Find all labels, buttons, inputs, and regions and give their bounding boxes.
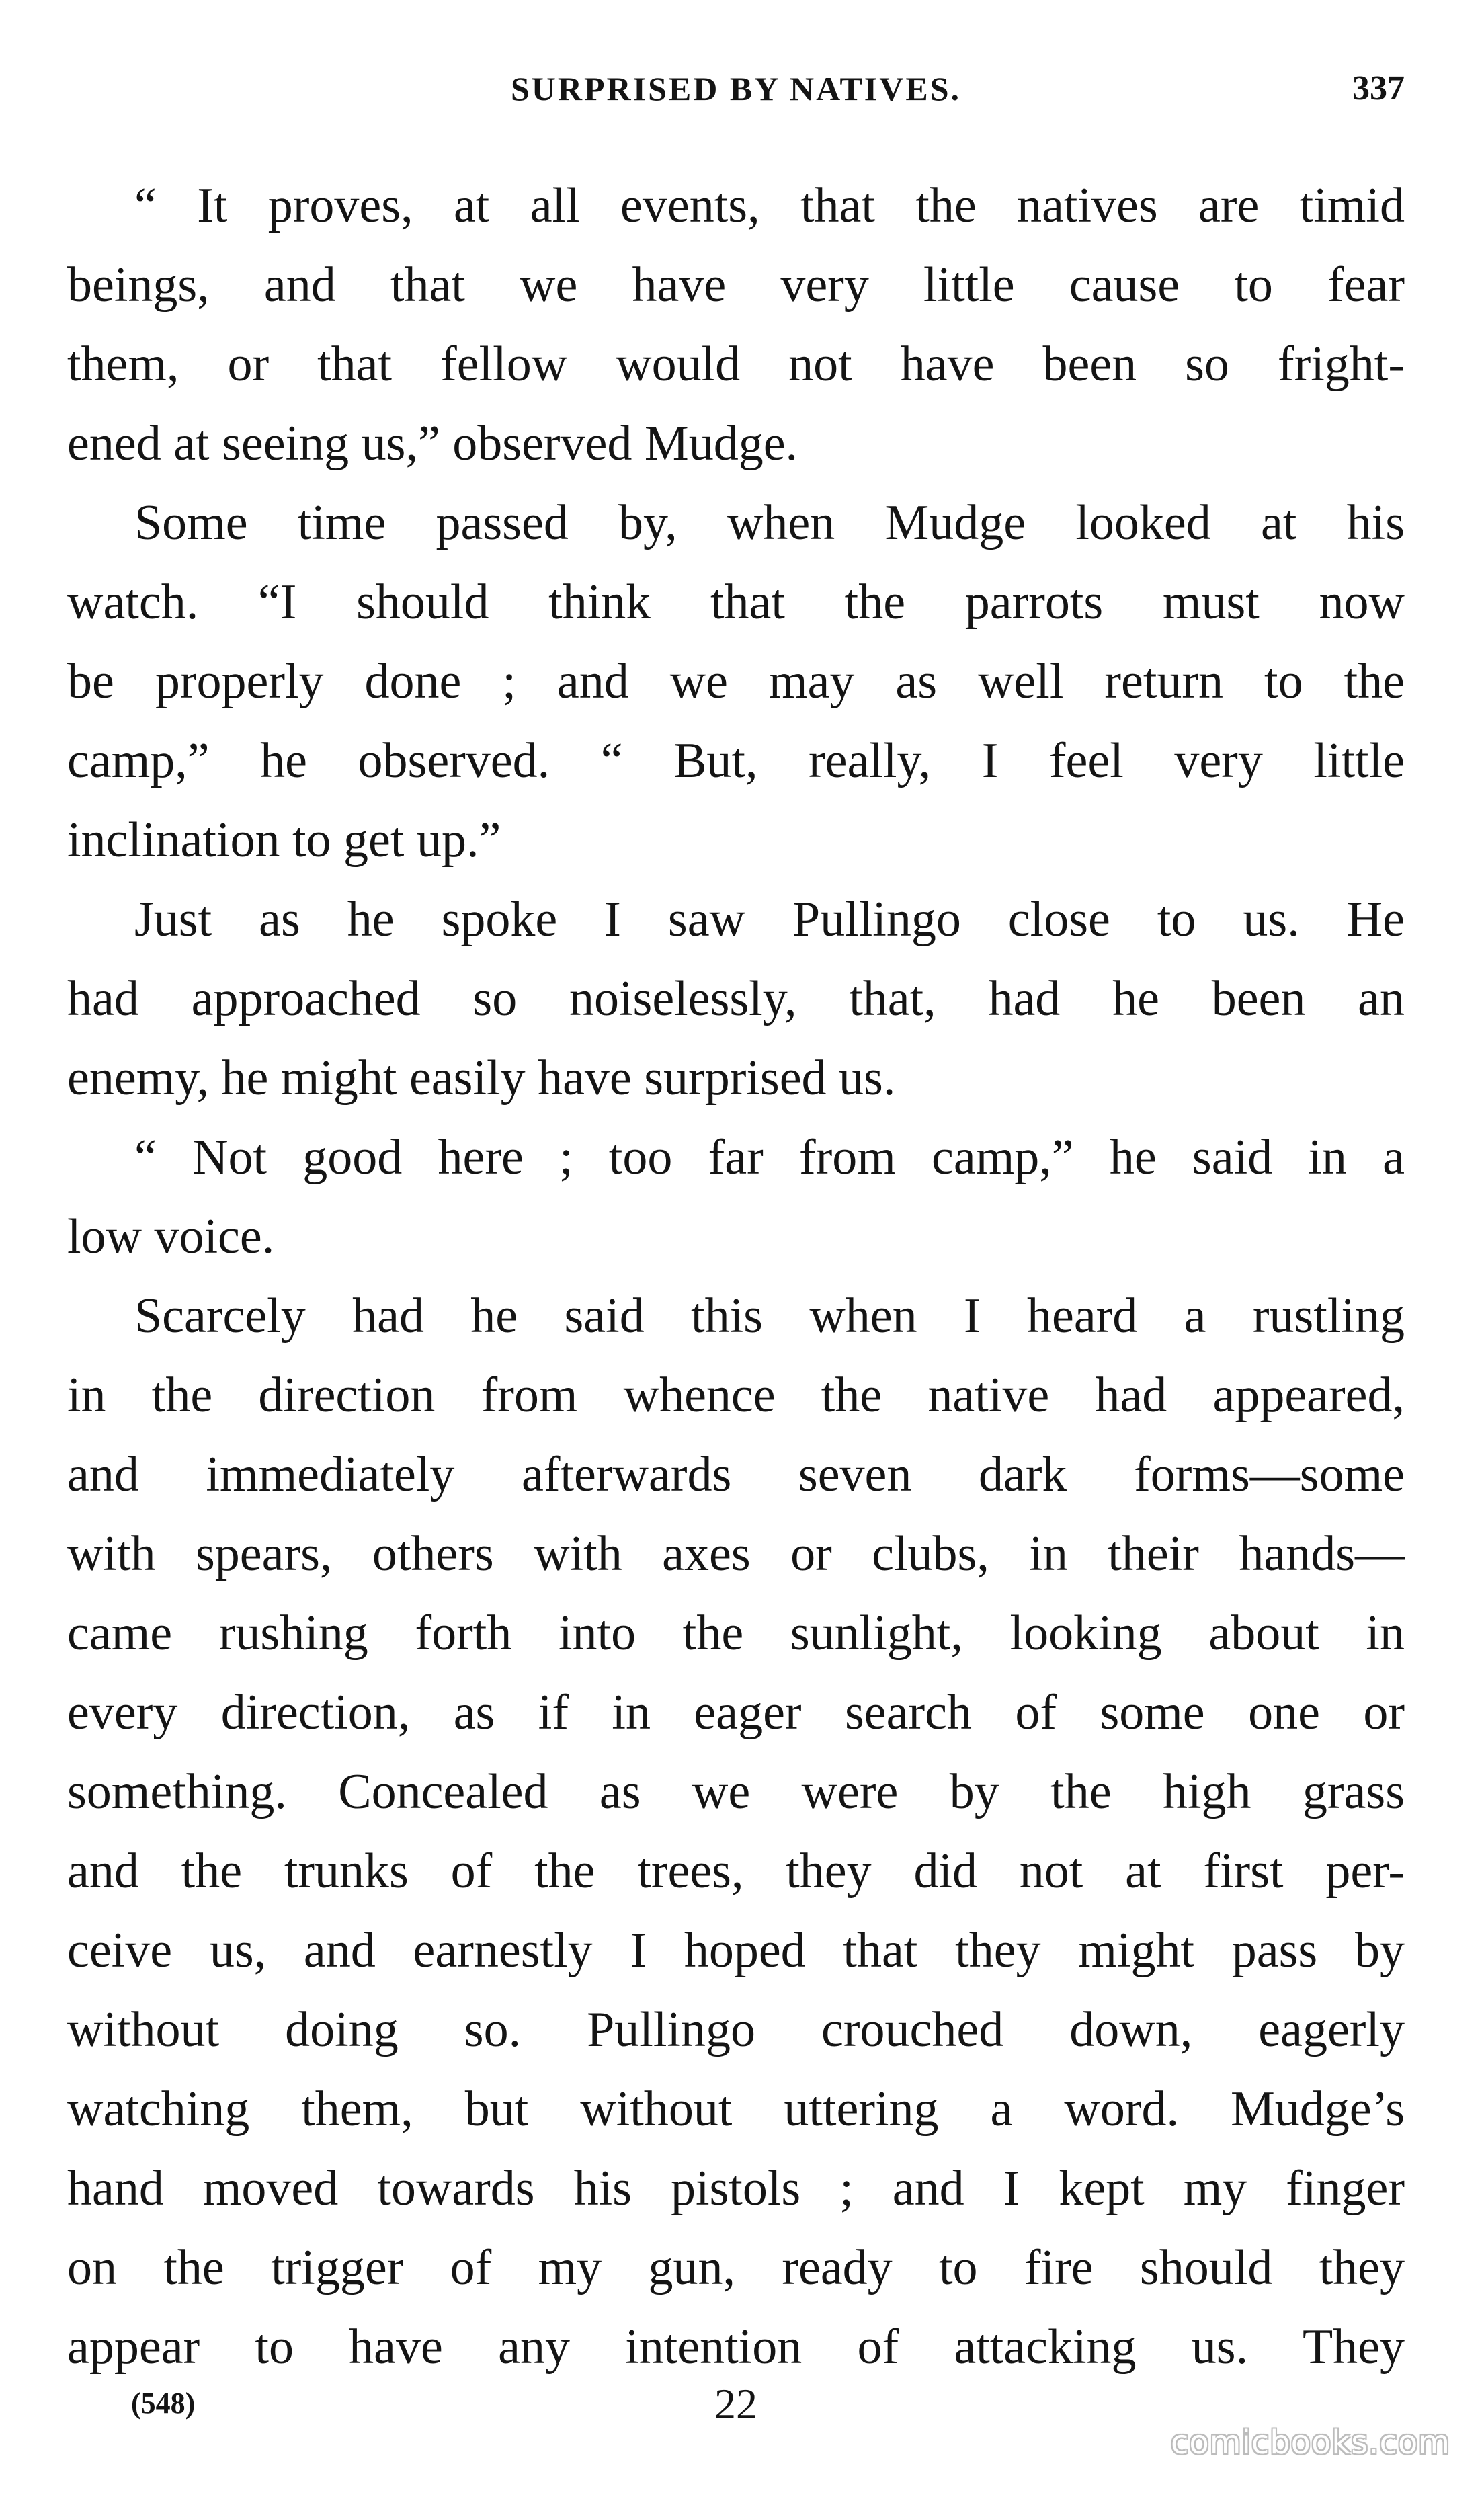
- signature-mark: (548): [131, 2387, 196, 2420]
- text-line: be properly done ; and we may as well return to the: [67, 654, 1405, 709]
- page-number: 337: [1352, 69, 1405, 108]
- text-line: camp,” he observed. “ But, really, I feel very little: [67, 733, 1405, 788]
- text-line: ceive us, and earnestly I hoped that they might pass by: [67, 1923, 1405, 1978]
- text-line: and the trunks of the trees, they did not at first per-: [67, 1844, 1405, 1899]
- paragraph: [67, 166, 1405, 483]
- text-line: with spears, others with axes or clubs, in their hands—: [67, 1526, 1405, 1581]
- text-line: ened at seeing us,” observed Mudge.: [67, 416, 798, 471]
- text-line: enemy, he might easily have surprised us.: [67, 1051, 896, 1106]
- text-line: without doing so. Pullingo crouched down, eagerly: [67, 2002, 1405, 2057]
- paragraph: [67, 1276, 1405, 2387]
- text-line: in the direction from whence the native had appeared,: [67, 1368, 1405, 1423]
- text-line: and immediately afterwards seven dark forms—some: [67, 1447, 1405, 1502]
- text-line: on the trigger of my gun, ready to fire should they: [67, 2240, 1405, 2295]
- paragraph: [67, 880, 1405, 1118]
- text-line: Just as he spoke I saw Pullingo close to us. He: [134, 892, 1405, 947]
- body-text: [67, 166, 1405, 2387]
- folio-number: 22: [714, 2380, 757, 2428]
- text-line: every direction, as if in eager search of some one or: [67, 1685, 1405, 1740]
- text-line: had approached so noiselessly, that, had he been an: [67, 971, 1405, 1026]
- text-line: appear to have any intention of attacking us. They: [67, 2319, 1405, 2375]
- text-line: came rushing forth into the sunlight, looking about in: [67, 1606, 1405, 1661]
- text-line: low voice.: [67, 1209, 275, 1264]
- text-line: hand moved towards his pistols ; and I kept my finger: [67, 2161, 1405, 2216]
- text-line: Scarcely had he said this when I heard a rustling: [134, 1288, 1405, 1344]
- text-line: watch. “I should think that the parrots must now: [67, 575, 1405, 630]
- paragraph: [67, 483, 1405, 880]
- text-line: inclination to get up.”: [67, 813, 501, 868]
- running-title: SURPRISED BY NATIVES.: [510, 70, 962, 108]
- text-line: them, or that fellow would not have been so fright-: [67, 337, 1405, 392]
- text-line: “ Not good here ; too far from camp,” he said in a: [134, 1130, 1405, 1185]
- text-line: beings, and that we have very little cause to fear: [67, 257, 1405, 313]
- text-line: something. Concealed as we were by the high grass: [67, 1764, 1405, 1819]
- watermark: comicbooks.com: [1170, 2424, 1450, 2461]
- text-line: “ It proves, at all events, that the natives are timid: [134, 178, 1405, 233]
- text-line: Some time passed by, when Mudge looked at his: [134, 495, 1405, 550]
- text-line: watching them, but without uttering a word. Mudge’s: [67, 2082, 1405, 2137]
- running-head: [67, 62, 1405, 116]
- paragraph: [67, 1118, 1405, 1276]
